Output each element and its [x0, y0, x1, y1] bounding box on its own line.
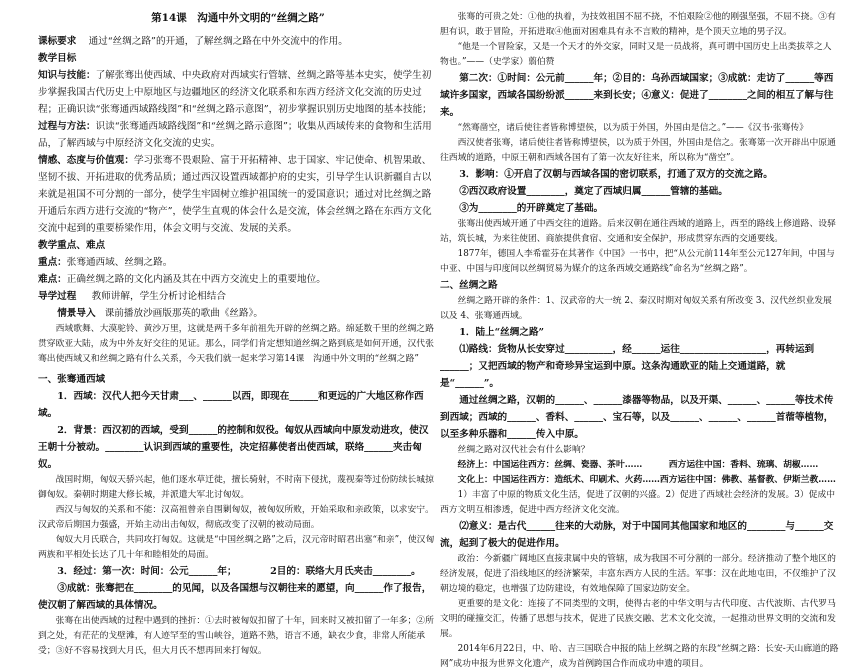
route-question: ⑴路线：货物从长安穿过__________，经______运往__________________，再转运到______；又把西域的物产和奇珍异宝运到中原。这条沟通欧亚的陆上交通道路，就是“______”。: [440, 344, 815, 389]
difficulty-para: [38, 271, 438, 288]
goal-text: 通过“丝绸之路”的开通，了解丝绸之路在中外交流中的作用。: [88, 36, 348, 47]
keypoints-title: 教学重点、难点: [38, 240, 106, 251]
section2-title: 二、丝绸之路: [440, 280, 498, 291]
right-column: [440, 10, 840, 672]
intro-label: 情景导入: [57, 308, 96, 319]
second-mission: 第二次：①时间：公元前______年；②目的：乌孙西域国家；③成就：走访了______等西域许多国家，西域各国纷纷派______来到长安；④意义：促进了________之间的相互了解与往来。: [440, 73, 834, 118]
question-2: 2．背景：西汉初的西域，受到______的控制和奴役。匈奴从西域向中原发动进攻，使汉王朝十分被动。________认识到西域的重要性，决定招募使者出使西域，联络______夹击匈奴。: [38, 425, 429, 470]
goal-line: [38, 33, 438, 50]
roads-para: 张骞出使西域开通了中西交往的道路。后来汉朝在通往西域的道路上，西至的路线上修道路、设驿站，筑长城，为来往使团、商旅提供食宿、交通和安全保护，形成贯穿东西的交通要线。: [440, 219, 836, 244]
key-label: 重点：: [38, 257, 67, 268]
quote-jianbozan: “他是一个冒险家，又是一个天才的外交家，同时又是一员战将，真可谓中国历史上出类拔萃之人物也。”——（史学家）翦伯赞: [440, 42, 832, 67]
conditions-para: 丝绸之路开辟的条件：1、汉武帝的大一统 2、秦汉时期对匈奴关系有所改变 3、汉代丝织业发展以及 4、张骞通西域。: [440, 296, 832, 321]
intro-line: [38, 305, 438, 322]
emotion-para: [38, 152, 438, 237]
exchange-question: 通过丝绸之路，汉朝的______、______漆器等物品，以及开渠、______、______等技术传到西域；西域的______、香料、______、宝石等，以及______、______、______首蓿等植物，以至多种乐器和______传入中原。: [440, 395, 834, 440]
quote-2: 西汉与匈奴的关系和不能：汉高祖曾亲自围剿匈奴，被匈奴所败，开始采取和亲政策，以求安宁。汉武帝后期国力强盛，开始主动出击匈奴，彻底改变了汉朝的被动局面。: [38, 505, 434, 530]
process-text: 识读“张骞通西域路线图”和“丝绸之路示意图”；收集从西域传来的食物和生活用品，了解西域与中原经济文化交流的史实。: [38, 121, 432, 149]
richthofen-para: 1877年，德国人李希霍芬在其著作《中国》一书中，把“从公元前114年至公元127年间，中国与中亚、中国与印度间以丝绸贸易为媒介的这条西域交通路线”命名为“丝绸之路”。: [440, 249, 835, 274]
key-para: [38, 254, 438, 271]
setbacks-para: 张骞在出使西域的过程中遇到的挫折：①去时被匈奴扣留了十年，回来时又被扣留了一年多；②所到之处，有茫茫的戈壁滩，有人迹罕至的雪山峡谷，道路不熟，语言不通，缺衣少食，非常人所能承受；③好不容易找到大月氏，但大月氏不想再回来打匈奴。: [38, 616, 434, 656]
impact-2: ②西汉政府设置________，奠定了西域归属______管辖的基础。: [459, 186, 728, 197]
emotion-label: 情感、态度与价值观：: [38, 155, 134, 166]
land-silk-road-title: 1．陆上“丝绸之路”: [459, 327, 545, 338]
goal-label: 课标要求: [38, 36, 77, 47]
difficulty-text: 正确丝绸之路的文化内涵及其在中西方交流史上的重要地位。: [66, 274, 326, 285]
significance-question: ⑵意义：是古代______往来的大动脉，对于中国同其他国家和地区的________与______交流，起到了极大的促进作用。: [440, 521, 834, 549]
process-label: 过程与方法：: [38, 121, 96, 132]
key-text: 张骞通西域、丝绸之路。: [66, 257, 173, 268]
knowledge-para: [38, 67, 438, 118]
quote-hanshu: “然骞凿空，诸后使往者皆称博望侯，以为质于外国，外国由是信之。”——《汉书·张骞传》: [457, 123, 809, 133]
impact-1: 3．影响：①开启了汉朝与西域各国的密切联系，打通了双方的交流之路。: [459, 169, 773, 180]
qualities-para: 张骞的可贵之处：①他的执着，为技效祖国不屈不挠，不怕艰险②他的刚强坚强，不屈不挠。③有胆有识，敢于冒险，开拓进取④他面对困难具有永不言败的精神，是个顶天立地的男子汉。: [440, 12, 836, 37]
question-1: 1．西域：汉代人把今天甘肃___、______以西，即现在______和更远的广大地区称作西域。: [38, 391, 424, 419]
process-title: 导学过程: [38, 291, 77, 302]
influence-question: 丝绸之路对汉代社会有什么影响？: [457, 445, 590, 455]
process-subtitle: 教师讲解，学生分析讨论相结合: [91, 291, 226, 302]
knowledge-text: 了解张骞出使西域、中央政府对西域实行管辖、丝绸之路等基本史实，使学生初步掌握我国古代历史上中原地区与边疆地区的经济文化联系和东西方经济文化交流的历史过程；正确识读“张骞通西域路线图”和“丝绸之路示意图”，初步掌握识别历史地图的基本技能；: [38, 70, 432, 115]
culture-line: 文化上：中国运往西方：造纸术、印刷术、火药……西方运往中国：佛教、基督教、伊斯兰教……: [457, 475, 836, 485]
question-3: 3．经过：第一次：时间：公元______年； 2目的：联络大月氏夹击________。: [57, 566, 421, 577]
effects-para: 1）丰富了中原的物质文化生活，促进了汉朝的兴盛。2）促进了西域社会经济的发展。3）促成中西方文明互相渗透，促进中西方经济文化交流。: [440, 490, 836, 515]
culture-para: 更重要的是文化：连接了不同类型的文明，使得古老的中华文明与古代印度、古代波斯、古代罗马文明的碰撞交汇，传播了思想与技术，促进了民族交融、艺术文化交流，一起推动世界文明的交流和发展。: [440, 599, 836, 639]
left-column: [38, 10, 438, 659]
heritage-para: 2014年6月22日，中、哈、吉三国联合申报的陆上丝绸之路的东段“丝绸之路：长安-天山廊道的路网”成功申报为世界文化遗产，成为首例跨国合作而成功申遗的项目。: [440, 644, 839, 669]
quote-1: 战国时期，匈奴天骄兴起，他们逐水草迁徙，擅长骑射，不时南下侵扰，蔑视秦等过份防续长城掠御匈奴。秦朝时期建大修长城，并派遣大军北讨匈奴。: [38, 475, 434, 500]
process-para: [38, 118, 438, 152]
politics-para: 政治：今新疆广阔地区直接隶属中央的管辖，成为我国不可分割的一部分。经济推动了整个地区的经济发展，促进了沿线地区的经济繁荣，丰富东西方人民的生活。军事：汉在此地屯田，不仅维护了汉朝边境的稳定，也增强了边防建设，有效地保障了国家边防安全。: [440, 554, 836, 594]
emotion-text: 学习张骞不畏艰险、富于开拓精神、忠于国家、牢记使命、机智果敢、坚韧不拔、开拓进取的优秀品质；通过西汉设置西域都护府的史实，引导学生认识新疆自古以来就是祖国不可分割的一部分，使学生牢固树立维护祖国统一的爱国意识；通过对比丝绸之路开通后东西方进行交流的“物产”，使学生直观的体会什么是交流，体会丝绸之路在东西方文化交流中起到的重要桥梁作用，体会文明与交流、发展的关系。: [38, 155, 432, 234]
quote-3: 匈奴大月氏联合，共同攻打匈奴。这就是“中国丝绸之路”之后，汉元帝时昭君出塞“和亲”，使汉匈两族和平相处长达了几十年和睦相处的局面。: [38, 535, 435, 560]
zaokong-para: 西汉使者张骞，诸后使往者皆称博望侯，以为质于外国，外国由是信之。张骞第一次开辟出中原通往西域的道路，中原王朝和西域各国有了第一次友好往来，所以称为“凿空”。: [440, 138, 836, 163]
knowledge-label: 知识与技能：: [38, 70, 96, 81]
objectives-title: 教学目标: [38, 53, 77, 64]
section1-title: 一、张骞通西域: [38, 374, 106, 385]
intro-text: 课前播放沙画版那英的歌曲《丝路》。: [104, 308, 264, 319]
process-title-line: [38, 288, 438, 305]
difficulty-label: 难点：: [38, 274, 67, 285]
impact-3: ③为________的开辟奠定了基础。: [459, 203, 604, 214]
intro-paragraph: 西域歌舞、大漠驼铃、黄沙万里，这就是两千多年前祖先开辟的丝绸之路。绵延数千里的丝绸之路贯穿欧亚大陆，成为中外友好交往的见证。那么，同学们肯定想知道丝绸之路到底是如何开通，汉代张骞出使西域又和丝绸之路有什么关系，今天我们就一起来学习第14课 沟通中外文明的“丝绸之路”: [38, 324, 434, 364]
question-4: ③成就：张骞把在________的见闻，以及各国想与汉朝往来的愿望，向______作了报告，使汉朝了解西域的具体情况。: [38, 583, 432, 611]
lesson-title: 第14课 沟通中外文明的“丝绸之路”: [151, 12, 325, 24]
economy-line: 经济上：中国运往西方：丝绸、瓷器、茶叶…… 西方运往中国：香料、琉璃、胡椒……: [457, 460, 819, 470]
